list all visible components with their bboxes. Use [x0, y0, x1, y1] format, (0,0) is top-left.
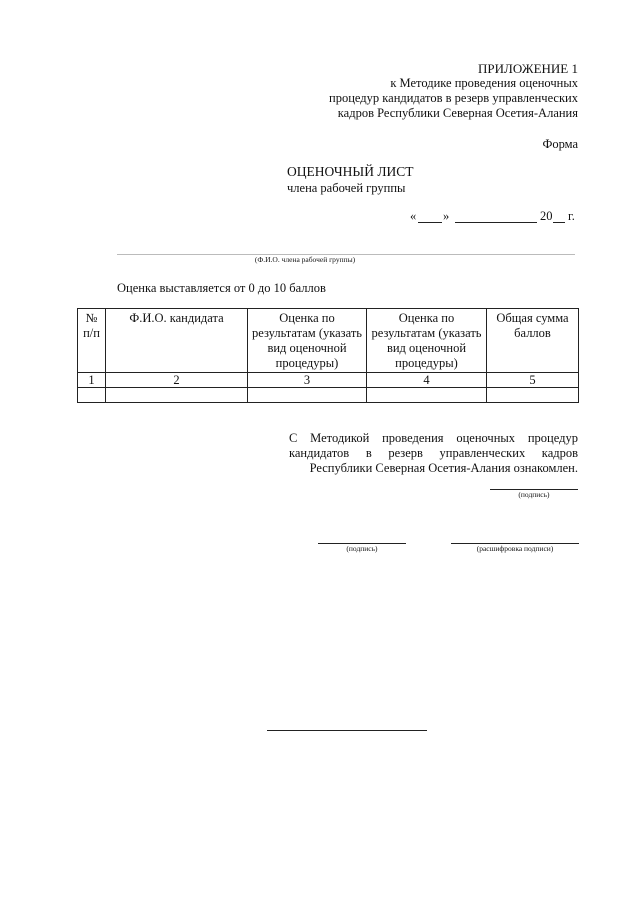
date-year-suffix: г.	[568, 209, 575, 223]
date-year-prefix: 20	[540, 209, 553, 223]
appendix-line-3: кадров Республики Северная Осетия-Алания	[337, 106, 578, 120]
table-cell	[487, 388, 579, 403]
date-day-blank	[418, 222, 442, 223]
header-total: Общая сумма баллов	[487, 309, 579, 373]
table-header-row	[78, 309, 579, 373]
member-signature-caption: (подпись)	[346, 544, 378, 553]
appendix-line-1: к Методике проведения оценочных	[390, 76, 578, 90]
header-score-2: Оценка по результатам (указать вид оценочной процедуры)	[367, 309, 487, 373]
date-year-blank	[553, 222, 565, 223]
form-label: Форма	[542, 137, 578, 151]
date-open-quote: «	[410, 209, 417, 223]
table-cell	[248, 388, 367, 403]
column-number-3: 3	[248, 373, 367, 388]
document-title: ОЦЕНОЧНЫЙ ЛИСТ	[287, 164, 414, 179]
column-number-1: 1	[78, 373, 106, 388]
table-row	[78, 388, 579, 403]
candidate-signature-caption: (подпись)	[518, 490, 550, 499]
header-number: № п/п	[78, 309, 106, 373]
bottom-separator-line	[267, 730, 427, 731]
acknowledgment-paragraph	[289, 431, 578, 476]
scale-note: Оценка выставляется от 0 до 10 баллов	[117, 281, 326, 295]
header-score-1: Оценка по результатам (указать вид оценочной процедуры)	[248, 309, 367, 373]
document-subtitle: члена рабочей группы	[287, 181, 406, 195]
table-cell	[78, 388, 106, 403]
column-number-4: 4	[367, 373, 487, 388]
appendix-line-2: процедур кандидатов в резерв управленческих	[329, 91, 578, 105]
column-number-2: 2	[106, 373, 248, 388]
table-row	[78, 373, 579, 388]
column-number-5: 5	[487, 373, 579, 388]
date-field	[410, 209, 580, 225]
member-name-caption: (Ф.И.О. члена рабочей группы)	[254, 255, 356, 264]
signature-decoding-caption: (расшифровка подписи)	[476, 544, 554, 553]
appendix-title: ПРИЛОЖЕНИЕ 1	[478, 61, 578, 76]
acknowledgment-line-3: Республики Северная Осетия-Алания ознакомлен.	[309, 461, 578, 475]
acknowledgment-line-2: кандидатов в резерв управленческих кадров	[289, 446, 578, 460]
table-cell	[367, 388, 487, 403]
evaluation-table	[77, 308, 579, 403]
table-cell	[106, 388, 248, 403]
date-month-blank	[455, 222, 537, 223]
acknowledgment-line-1: С Методикой проведения оценочных процедур	[289, 431, 578, 445]
date-close-quote: »	[443, 209, 450, 223]
header-candidate-name: Ф.И.О. кандидата	[106, 309, 248, 373]
appendix-block	[278, 61, 578, 121]
